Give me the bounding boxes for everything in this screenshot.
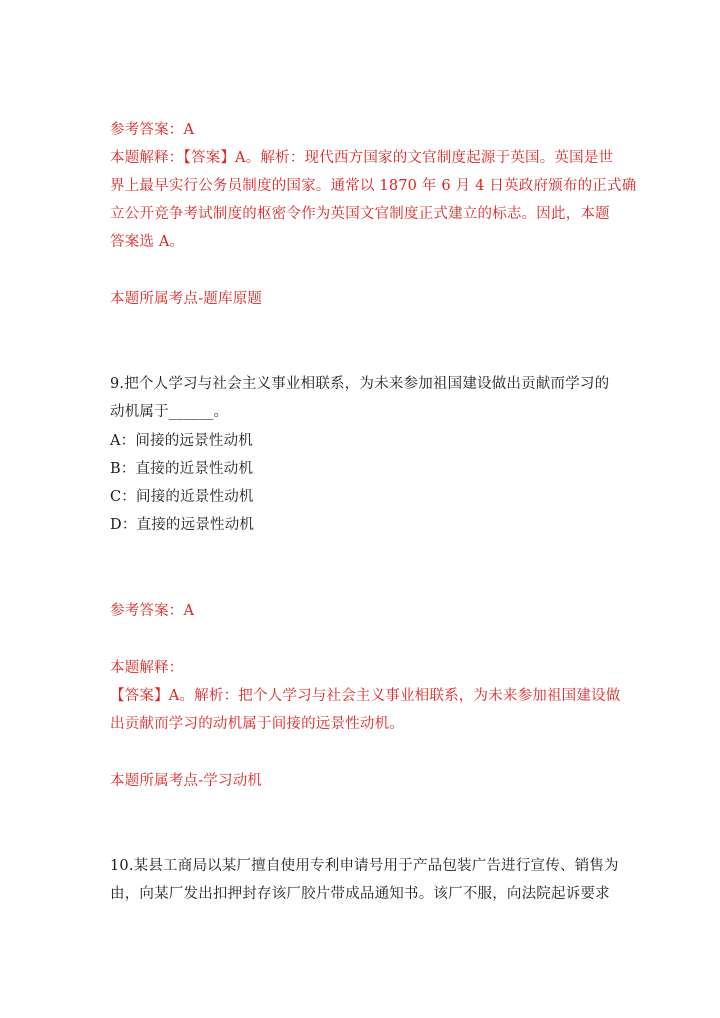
question-stem: 9.把个人学习与社会主义事业相联系，为未来参加祖国建设做出贡献而学习的 (110, 376, 610, 392)
option-b: B：直接的近景性动机 (110, 461, 254, 477)
explanation-line: 答案选 A。 (110, 234, 185, 250)
option-c: C：间接的近景性动机 (110, 489, 254, 505)
answer-line: 参考答案：A (110, 603, 195, 619)
answer-line: 参考答案：A (110, 122, 195, 138)
explanation-line: 界上最早实行公务员制度的国家。通常以 1870 年 6 月 4 日英政府颁布的正式确 (110, 178, 637, 194)
option-d: D：直接的远景性动机 (110, 517, 255, 533)
explanation-line: 本题解释：【答案】A。解析：现代西方国家的文官制度起源于英国。英国是世 (110, 150, 614, 166)
question-stem: 由，向某厂发出扣押封存该厂胶片带成品通知书。该厂不服，向法院起诉要求 (110, 886, 610, 902)
knowledge-point: 本题所属考点-学习动机 (110, 773, 263, 789)
question-stem: 10.某县工商局以某厂擅自使用专利申请号用于产品包装广告进行宣传、销售为 (110, 858, 619, 874)
option-a: A：间接的远景性动机 (110, 433, 253, 449)
explanation-line: 【答案】A。解析：把个人学习与社会主义事业相联系，为未来参加祖国建设做 (110, 688, 621, 704)
question-stem: 动机属于______。 (110, 404, 229, 420)
explanation-label: 本题解释： (110, 660, 184, 676)
explanation-line: 立公开竞争考试制度的枢密令作为英国文官制度正式建立的标志。因此，本题 (110, 206, 610, 222)
explanation-line: 出贡献而学习的动机属于间接的远景性动机。 (110, 716, 404, 732)
knowledge-point: 本题所属考点-题库原题 (110, 291, 263, 307)
